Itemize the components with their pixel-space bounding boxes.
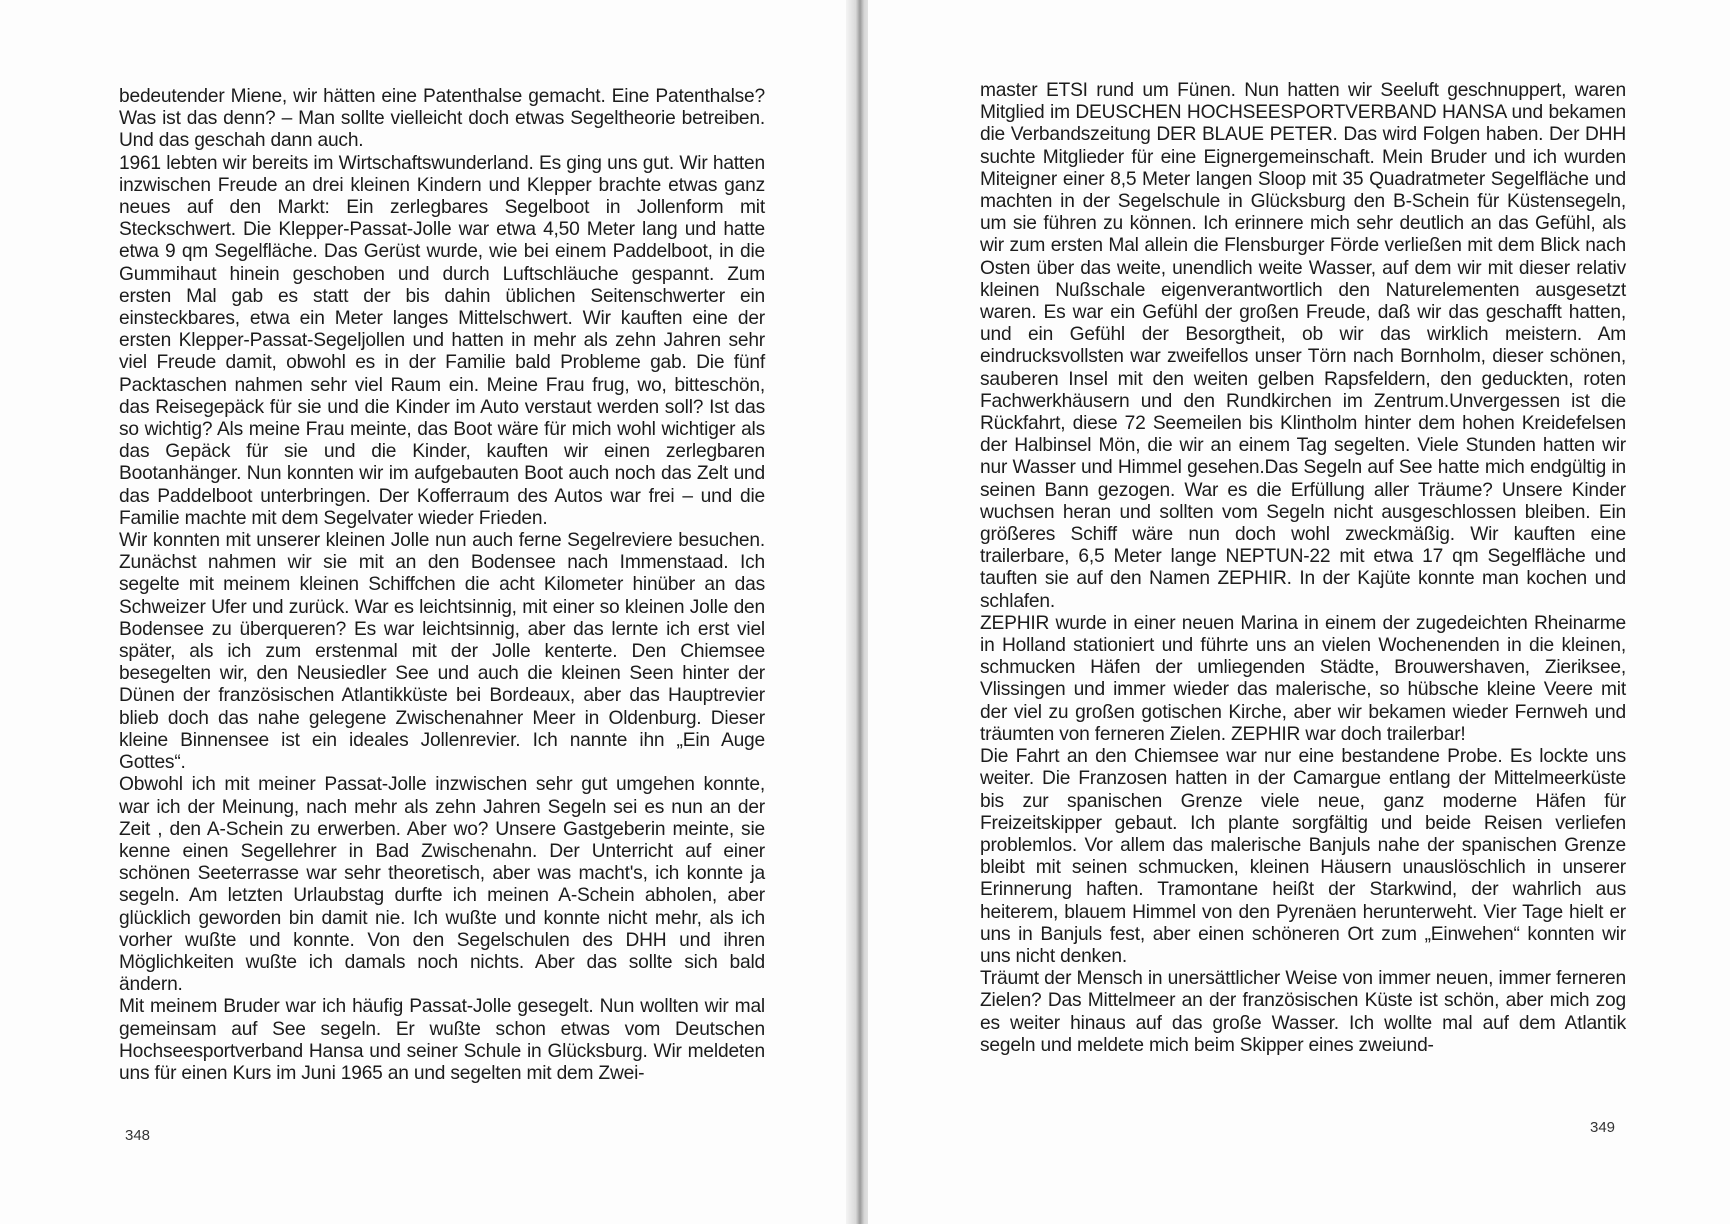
right-page-body [980,80,1626,1057]
left-page [0,0,852,1224]
paragraph: ZEPHIR wurde in einer neuen Marina in einem der zugedeichten Rheinarme in Holland stationiert und führte uns an vielen Wochenenden in die kleinen, schmucken Häfen der umliegenden Städte, Brouwershaven, Zieriksee, Vlissingen und immer wieder das malerische, so hübsche kleine Veere mit der viel zu großen gotischen Kirche, aber wir bekamen wieder Fernweh und träumten von ferneren Zielen. ZEPHIR war doch trailerbar! [980,612,1626,745]
paragraph: 1961 lebten wir bereits im Wirtschaftswunderland. Es ging uns gut. Wir hatten inzwischen Freude an drei kleinen Kindern und Klepper brachte etwas ganz neues auf den Markt: Ein zerlegbares Segelboot in Jollenform mit Steckschwert. Die Klepper-Passat-Jolle war etwa 4,50 Meter lang und hatte etwa 9 qm Segelfläche. Das Gerüst wurde, wie bei einem Paddelboot, in die Gummihaut hinein geschoben und durch Luftschläuche gespannt. Zum ersten Mal gab es statt der bis dahin üblichen Seitenschwerter ein einsteckbares, etwa ein Meter langes Mittelschwert. Wir kauften eine der ersten Klepper-Passat-Segeljollen und hatten in mehr als zehn Jahren sehr viel Freude damit, obwohl es in der Familie bald Probleme gab. Die fünf Packtaschen nahmen sehr viel Raum ein. Meine Frau frug, wo, bitteschön, das Reisegepäck für sie und die Kinder im Auto verstaut werden soll? Ist das so wichtig? Als meine Frau meinte, das Boot wäre für mich wohl wichtiger als das Gepäck für sie und die Kinder, kauften wir einen zerlegbaren Bootanhänger. Nun konnten wir im aufgebauten Boot auch noch das Zelt und das Paddelboot unterbringen. Der Kofferraum des Autos war frei – und die Familie machte mit dem Segelvater wieder Frieden. [119,152,765,529]
paragraph: master ETSI rund um Fünen. Nun hatten wir Seeluft geschnuppert, waren Mitglied im DEUSCHEN HOCHSEESPORTVERBAND HANSA und bekamen die Verbandszeitung DER BLAUE PETER. Das wird Folgen haben. Der DHH suchte Mitglieder für eine Eignergemeinschaft. Mein Bruder und ich wurden Miteigner einer 8,5 Meter langen Sloop mit 35 Quadratmeter Segelfläche und machten in der Segelschule in Glücksburg den B-Schein für Küstensegeln, um sie führen zu können. Ich erinnere mich sehr deutlich an das Gefühl, als wir zum ersten Mal allein die Flensburger Förde verließen mit dem Blick nach Osten über das weite, unendlich weite Wasser, auf dem wir mit dieser relativ kleinen Nußschale eigenverantwortlich den Naturelementen ausgesetzt waren. Es war ein Gefühl der großen Freude, daß wir das geschafft hatten, und ein Gefühl der Besorgtheit, ob wir das wirklich meistern. Am eindrucksvollsten war zweifellos unser Törn nach Bornholm, dieser schönen, sauberen Insel mit den weiten gelben Rapsfeldern, den geduckten, roten Fachwerkhäusern und den Rundkirchen im Zentrum.Unvergessen ist die Rückfahrt, diese 72 Seemeilen bis Klintholm hinter dem hohen Kreidefelsen der Halbinsel Mön, die wir an einem Tag segelten. Viele Stunden hatten wir nur Wasser und Himmel gesehen.Das Segeln auf See hatte mich endgültig in seinen Bann gezogen. War es die Erfüllung aller Träume? Unsere Kinder wuchsen heran und sollten vom Segeln nicht ausgeschlossen bleiben. Ein größeres Schiff wäre nun doch wohl zweckmäßig. Wir kauften eine trailerbare, 6,5 Meter lange NEPTUN-22 mit etwa 17 qm Segelfläche und tauften sie auf den Namen ZEPHIR. In der Kajüte konnte man kochen und schlafen. [980,80,1626,612]
paragraph: bedeutender Miene, wir hätten eine Patenthalse gemacht. Eine Patenthalse? Was ist das denn? – Man sollte vielleicht doch etwas Segeltheorie betreiben. Und das geschah dann auch. [119,86,765,152]
right-page [868,0,1730,1224]
paragraph: Obwohl ich mit meiner Passat-Jolle inzwischen sehr gut umgehen konnte, war ich der Meinung, nach mehr als zehn Jahren Segeln sei es nun an der Zeit , den A-Schein zu erwerben. Aber wo? Unsere Gastgeberin meinte, sie kenne einen Segellehrer in Bad Zwischenahn. Der Unterricht auf einer schönen Seeterrasse war sehr theoretisch, aber was macht's, ich konnte ja segeln. Am letzten Urlaubstag durfte ich meinen A-Schein abholen, aber glücklich geworden bin damit nie. Ich wußte und konnte nicht mehr, als ich vorher wußte und konnte. Von den Segelschulen des DHH und ihren Möglichkeiten wußte ich damals noch nichts. Aber das sollte sich bald ändern. [119,774,765,996]
paragraph: Mit meinem Bruder war ich häufig Passat-Jolle gesegelt. Nun wollten wir mal gemeinsam auf See segeln. Er wußte schon etwas vom Deutschen Hochseesportverband Hansa und seiner Schule in Glücksburg. Wir meldeten uns für einen Kurs im Juni 1965 an und segelten mit dem Zwei- [119,996,765,1084]
paragraph: Träumt der Mensch in unersättlicher Weise von immer neuen, immer ferneren Zielen? Das Mittelmeer an der französischen Küste ist schön, aber mich zog es weiter hinaus auf das große Wasser. Ich wollte mal auf dem Atlantik segeln und meldete mich beim Skipper eines zweiund- [980,968,1626,1056]
left-page-body [119,86,765,1085]
paragraph: Die Fahrt an den Chiemsee war nur eine bestandene Probe. Es lockte uns weiter. Die Franzosen hatten in der Camargue entlang der Mittelmeerküste bis zur spanischen Grenze viele neue, ganz moderne Häfen für Freizeitskipper gebaut. Ich plante sorgfältig und beide Reisen verliefen problemlos. Vor allem das malerische Banjuls nahe der spanischen Grenze bleibt mit seinen schmucken, kleinen Häusern unauslöschlich in unserer Erinnerung haften. Tramontane heißt der Starkwind, der wahrlich aus heiterem, blauem Himmel von den Pyrenäen herunterweht. Vier Tage hielt er uns in Banjuls fest, aber einen schöneren Ort zum „Einwehen“ konnten wir uns nicht denken. [980,746,1626,967]
page-number: 348 [125,1127,151,1144]
paragraph: Wir konnten mit unserer kleinen Jolle nun auch ferne Segelreviere besuchen. Zunächst nahmen wir sie mit an den Bodensee nach Immenstaad. Ich segelte mit meinem kleinen Schiffchen die acht Kilometer hinüber an das Schweizer Ufer und zurück. War es leichtsinnig, mit einer so kleinen Jolle den Bodensee zu überqueren? Es war leichtsinnig, aber das lernte ich erst viel später, als ich zum erstenmal mit der Jolle kenterte. Den Chiemsee besegelten wir, den Neusiedler See und auch die kleinen Seen hinter der Dünen der französischen Atlantikküste bei Bordeaux, aber das Hauptrevier blieb doch das nahe gelegene Zwischenahner Meer in Oldenburg. Dieser kleine Binnensee ist ein ideales Jollenrevier. Ich nannte ihn „Ein Auge Gottes“. [119,530,765,774]
page-number: 349 [1590,1119,1616,1136]
